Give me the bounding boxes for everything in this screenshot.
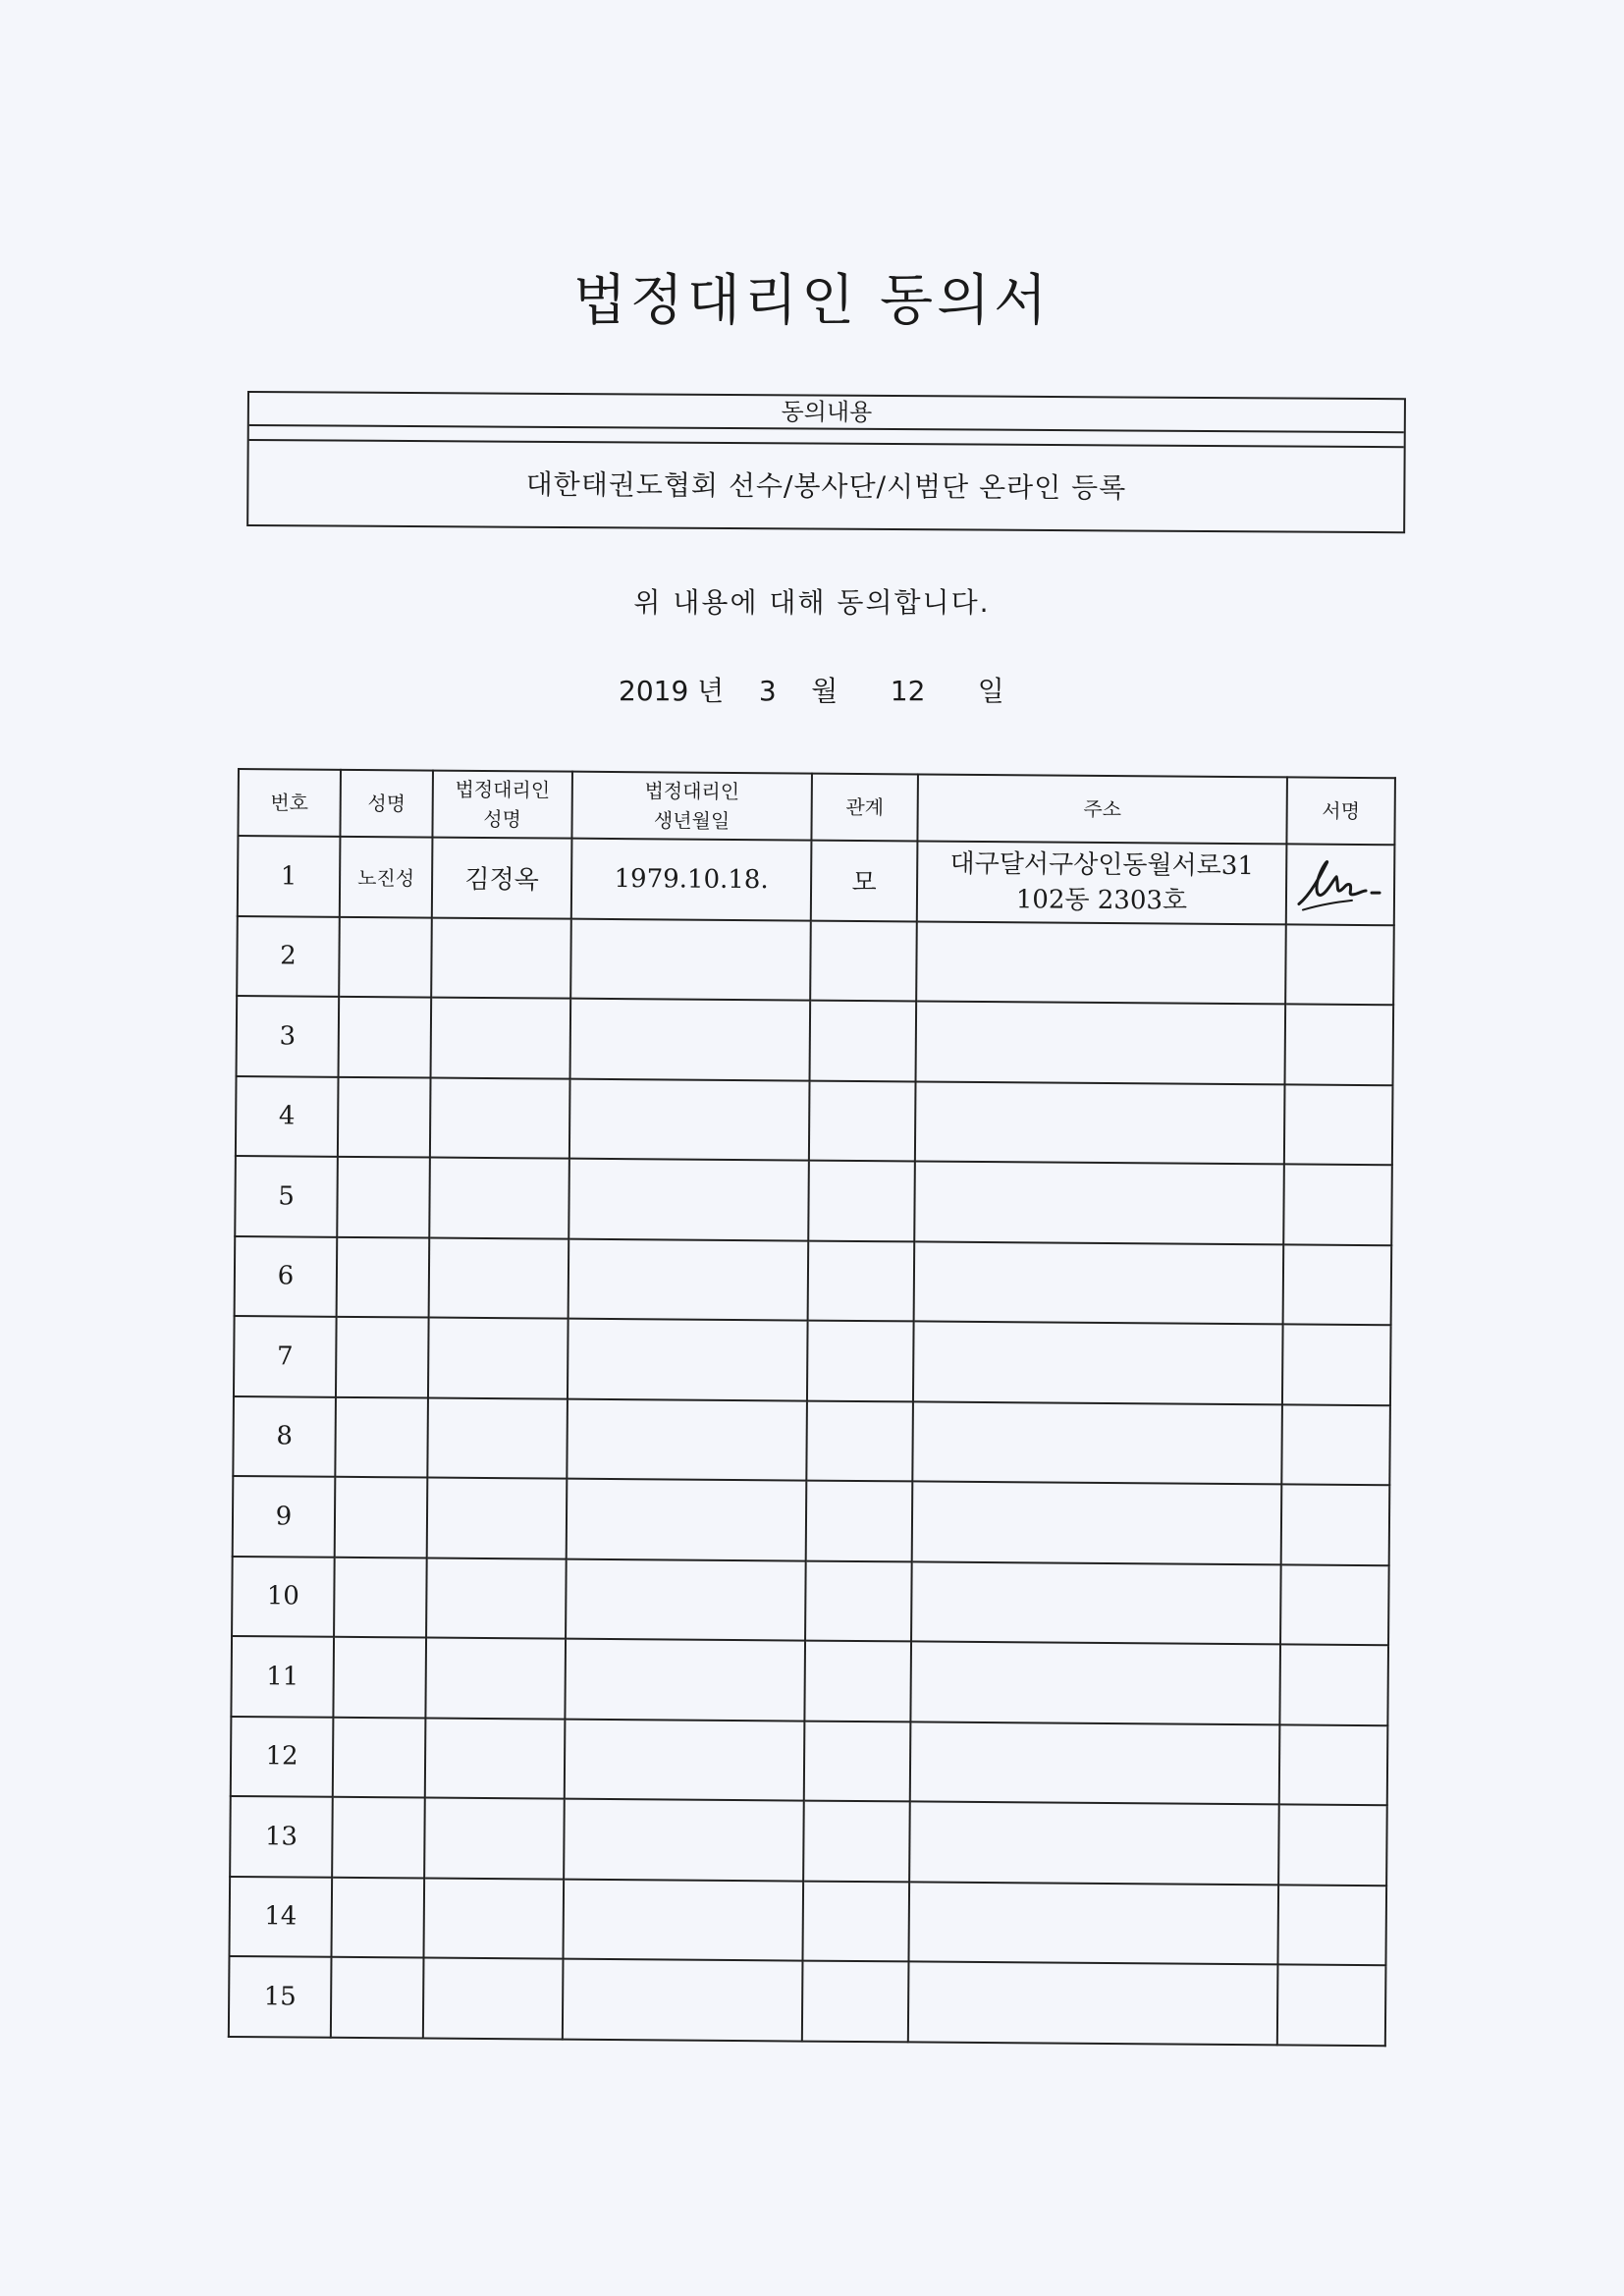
date-year: 2019 xyxy=(619,675,689,707)
guardian-table xyxy=(228,768,1396,2047)
cell-signature xyxy=(1282,1324,1391,1404)
cell-address xyxy=(914,1241,1284,1324)
cell-no: 2 xyxy=(237,916,340,997)
cell-no: 10 xyxy=(232,1556,335,1636)
cell-name xyxy=(337,1236,430,1317)
cell-name xyxy=(336,1317,429,1397)
date-day-unit: 일 xyxy=(977,675,1004,707)
header-guardian-name-line2: 성명 xyxy=(483,806,522,832)
cell-signature xyxy=(1279,1724,1388,1805)
cell-birth xyxy=(565,1639,805,1721)
cell-birth xyxy=(567,1398,807,1480)
cell-signature xyxy=(1277,1885,1386,1965)
cell-address xyxy=(910,1722,1280,1804)
cell-birth xyxy=(567,1479,807,1560)
cell-name xyxy=(331,1957,424,2038)
consent-header: 동의내용 xyxy=(249,393,1404,433)
table-row xyxy=(235,1156,1392,1245)
cell-relation: 모 xyxy=(811,841,918,921)
cell-guardian xyxy=(423,1958,564,2040)
cell-address xyxy=(913,1321,1283,1403)
cell-birth xyxy=(568,1238,809,1320)
cell-signature xyxy=(1283,1244,1392,1325)
cell-relation xyxy=(803,1801,910,1882)
table-row xyxy=(229,1956,1386,2046)
cell-guardian xyxy=(427,1397,568,1479)
table-row xyxy=(231,1716,1388,1805)
guardian-table-wrapper xyxy=(228,768,1394,2047)
cell-relation xyxy=(802,1961,909,2042)
cell-birth xyxy=(565,1719,805,1800)
cell-name xyxy=(332,1797,425,1878)
cell-relation xyxy=(804,1721,911,1801)
date-year-unit: 년 xyxy=(697,675,725,707)
cell-signature xyxy=(1280,1564,1389,1645)
cell-address xyxy=(912,1401,1282,1484)
cell-address xyxy=(910,1641,1280,1723)
cell-signature xyxy=(1281,1404,1390,1485)
cell-address xyxy=(916,1001,1286,1083)
header-guardian-birth-line1: 법정대리인 xyxy=(644,779,740,804)
cell-birth xyxy=(564,1799,804,1881)
cell-no: 3 xyxy=(237,996,340,1076)
date-day: 12 xyxy=(890,675,926,707)
cell-guardian xyxy=(429,1158,569,1239)
cell-address xyxy=(912,1481,1282,1563)
table-row xyxy=(234,1316,1391,1405)
header-guardian-name xyxy=(432,771,572,839)
cell-name xyxy=(339,916,432,997)
cell-no: 1 xyxy=(238,836,341,916)
cell-relation xyxy=(802,1881,909,1961)
cell-relation xyxy=(805,1560,912,1641)
cell-address xyxy=(908,1882,1278,1964)
consent-content-box xyxy=(246,391,1406,533)
cell-birth xyxy=(566,1558,806,1640)
cell-name xyxy=(333,1717,426,1797)
header-signature: 서명 xyxy=(1286,777,1395,845)
cell-signature xyxy=(1278,1804,1387,1885)
cell-guardian xyxy=(425,1638,566,1720)
cell-relation xyxy=(808,1161,915,1241)
cell-address xyxy=(917,841,1287,923)
cell-birth xyxy=(568,1159,809,1240)
table-row xyxy=(238,836,1395,925)
cell-guardian xyxy=(431,998,571,1079)
cell-signature xyxy=(1285,1004,1394,1084)
cell-name: 노진성 xyxy=(340,837,433,917)
cell-relation xyxy=(808,1240,915,1321)
cell-name xyxy=(338,1076,431,1157)
page-title: 법정대리인 동의서 xyxy=(572,269,1052,333)
header-guardian-name-line1: 법정대리인 xyxy=(455,777,551,802)
handwritten-signature-icon xyxy=(1293,854,1387,914)
table-row xyxy=(232,1556,1389,1645)
header-relation: 관계 xyxy=(811,774,918,842)
cell-no: 13 xyxy=(230,1796,333,1877)
agree-statement: 위 내용에 대해 동의합니다. xyxy=(633,586,991,619)
table-row xyxy=(229,1876,1386,1965)
cell-guardian xyxy=(425,1718,566,1799)
cell-name xyxy=(335,1477,428,1558)
cell-name xyxy=(334,1557,427,1637)
cell-no: 5 xyxy=(235,1156,338,1236)
date-month: 3 xyxy=(758,675,777,707)
cell-signature xyxy=(1285,924,1394,1005)
cell-guardian xyxy=(428,1318,568,1399)
cell-relation xyxy=(804,1641,911,1722)
cell-address xyxy=(914,1161,1284,1243)
table-row xyxy=(237,916,1394,1006)
table-row xyxy=(237,996,1394,1085)
cell-no: 8 xyxy=(233,1395,336,1476)
cell-signature xyxy=(1284,1084,1393,1165)
table-row xyxy=(233,1395,1390,1485)
cell-signature xyxy=(1279,1644,1388,1724)
table-row xyxy=(233,1476,1390,1565)
cell-guardian xyxy=(429,1237,569,1319)
cell-birth: 1979.10.18. xyxy=(571,839,812,920)
cell-address xyxy=(909,1801,1279,1884)
cell-address xyxy=(916,921,1286,1004)
cell-no: 6 xyxy=(235,1235,338,1316)
date-month-unit: 월 xyxy=(811,675,839,707)
cell-no: 12 xyxy=(231,1716,334,1796)
table-header-row xyxy=(238,769,1394,845)
cell-relation xyxy=(807,1321,914,1401)
consent-content: 대한태권도협회 선수/봉사단/시범단 온라인 등록 xyxy=(525,467,1127,505)
cell-relation xyxy=(810,1001,917,1081)
cell-address-line1: 대구달서구상인동월서로31 xyxy=(949,848,1255,881)
cell-relation xyxy=(809,1080,916,1161)
table-row xyxy=(230,1796,1387,1886)
cell-birth xyxy=(568,1319,808,1400)
cell-no: 15 xyxy=(229,1956,332,2037)
cell-signature xyxy=(1277,1964,1386,2045)
table-row xyxy=(236,1075,1393,1165)
cell-guardian: 김정옥 xyxy=(432,838,572,919)
consent-date xyxy=(619,670,1004,709)
cell-relation xyxy=(806,1481,913,1561)
cell-name xyxy=(335,1396,428,1477)
cell-relation xyxy=(810,920,917,1001)
cell-name xyxy=(339,997,432,1077)
cell-signature xyxy=(1286,844,1395,924)
cell-name xyxy=(337,1157,430,1237)
cell-guardian xyxy=(431,917,571,999)
cell-birth xyxy=(569,1078,810,1160)
cell-birth xyxy=(563,1879,803,1960)
cell-birth xyxy=(570,918,811,1000)
cell-signature xyxy=(1281,1484,1390,1564)
cell-no: 4 xyxy=(236,1075,339,1156)
table-row xyxy=(231,1636,1388,1725)
cell-guardian xyxy=(426,1558,567,1639)
cell-no: 7 xyxy=(234,1316,337,1396)
cell-name xyxy=(331,1877,424,1957)
cell-birth xyxy=(570,999,811,1080)
table-body xyxy=(229,836,1395,2046)
header-address: 주소 xyxy=(917,774,1287,844)
cell-address xyxy=(908,1961,1278,2044)
cell-address xyxy=(915,1081,1285,1164)
header-guardian-birth-line2: 생년월일 xyxy=(653,808,731,833)
header-no: 번호 xyxy=(238,769,341,837)
header-name: 성명 xyxy=(340,770,433,838)
cell-guardian xyxy=(423,1878,564,1959)
cell-relation xyxy=(806,1400,913,1481)
cell-no: 14 xyxy=(229,1876,332,1956)
cell-birth xyxy=(563,1959,803,2041)
cell-name xyxy=(333,1637,426,1718)
header-guardian-birth xyxy=(571,772,812,841)
table-row xyxy=(235,1235,1392,1325)
cell-address xyxy=(911,1561,1281,1644)
cell-address-line2: 102동 2303호 xyxy=(1015,884,1188,916)
cell-signature xyxy=(1283,1164,1392,1244)
cell-guardian xyxy=(424,1798,565,1880)
cell-guardian xyxy=(430,1077,570,1159)
cell-no: 11 xyxy=(231,1636,334,1717)
cell-no: 9 xyxy=(233,1476,336,1557)
cell-guardian xyxy=(427,1478,568,1559)
